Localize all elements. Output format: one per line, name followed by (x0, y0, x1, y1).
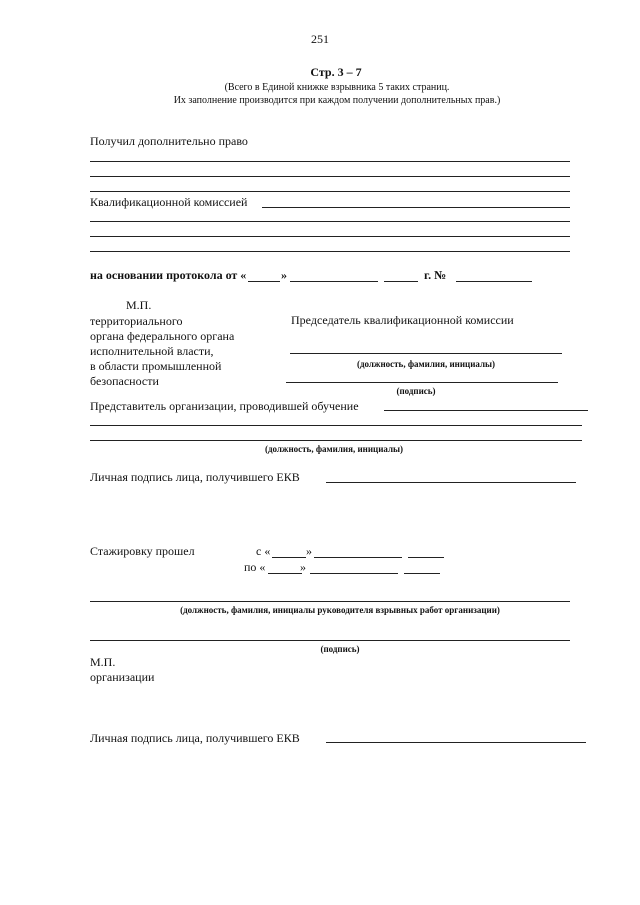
page-number: 251 (311, 32, 329, 46)
received-rights-label: Получил дополнительно право (90, 134, 248, 148)
seal-line-2: органа федерального органа (90, 329, 235, 343)
chairman-signature-caption: (подпись) (396, 386, 436, 396)
protocol-number-field[interactable] (456, 281, 532, 282)
internship-from-day-field[interactable] (272, 557, 306, 558)
commission-line-1[interactable] (90, 221, 570, 222)
commission-line-3[interactable] (90, 251, 570, 252)
personal-signature-label-2: Личная подпись лица, получившего ЕКВ (90, 731, 300, 745)
internship-label: Стажировку прошел (90, 544, 195, 558)
protocol-month-field[interactable] (290, 281, 378, 282)
internship-to-year-field[interactable] (404, 573, 440, 574)
commission-field[interactable] (262, 207, 570, 208)
seal-line-5: безопасности (90, 374, 159, 388)
protocol-label: на основании протокола от « (90, 268, 247, 282)
protocol-day-field[interactable] (248, 281, 280, 282)
blast-head-signature-caption: (подпись) (320, 644, 360, 654)
internship-to-day-field[interactable] (268, 573, 302, 574)
personal-signature-field-2[interactable] (326, 742, 586, 743)
commission-line-2[interactable] (90, 236, 570, 237)
personal-signature-label-1: Личная подпись лица, получившего ЕКВ (90, 470, 300, 484)
rights-line-2[interactable] (90, 176, 570, 177)
page-reference: Стр. 3 – 7 (310, 65, 362, 79)
internship-to-month-field[interactable] (310, 573, 398, 574)
training-rep-label: Представитель организации, проводившей обучение (90, 399, 359, 413)
seal-mp: М.П. (126, 298, 152, 312)
chairman-position-field[interactable] (290, 353, 562, 354)
rights-line-3[interactable] (90, 191, 570, 192)
commission-label: Квалификационной комиссией (90, 195, 248, 209)
protocol-year-field[interactable] (384, 281, 418, 282)
protocol-quote-close: » (281, 268, 287, 282)
header-note-line2: Их заполнение производится при каждом получении дополнительных прав.) (173, 95, 501, 106)
chairman-signature-field[interactable] (286, 382, 558, 383)
personal-signature-field-1[interactable] (326, 482, 576, 483)
seal-line-4: в области промышленной (90, 359, 222, 373)
internship-from-label: с « (256, 544, 271, 558)
internship-to-quote-close: » (300, 560, 306, 574)
internship-from-month-field[interactable] (314, 557, 402, 558)
header-note-line1: (Всего в Единой книжке взрывника 5 таких страниц. (224, 82, 450, 93)
training-rep-line-2[interactable] (90, 440, 582, 441)
blast-head-signature-field[interactable] (90, 640, 570, 641)
org-seal-label: организации (90, 670, 155, 684)
training-rep-caption: (должность, фамилия, инициалы) (264, 444, 404, 454)
seal-line-1: территориального (90, 314, 183, 328)
blast-head-position-caption: (должность, фамилия, инициалы руководителя взрывных работ организации) (180, 605, 500, 615)
internship-from-year-field[interactable] (408, 557, 444, 558)
blast-head-position-field[interactable] (90, 601, 570, 602)
internship-to-label: по « (244, 560, 266, 574)
internship-from-quote-close: » (306, 544, 312, 558)
seal-line-3: исполнительной власти, (90, 344, 214, 358)
chairman-title: Председатель квалификационной комиссии (291, 313, 514, 327)
rights-line-1[interactable] (90, 161, 570, 162)
org-seal-mp: М.П. (90, 655, 116, 669)
training-rep-line-1[interactable] (90, 425, 582, 426)
chairman-position-caption: (должность, фамилия, инициалы) (356, 359, 496, 369)
training-rep-field[interactable] (384, 410, 588, 411)
protocol-number-label: г. № (424, 268, 447, 282)
